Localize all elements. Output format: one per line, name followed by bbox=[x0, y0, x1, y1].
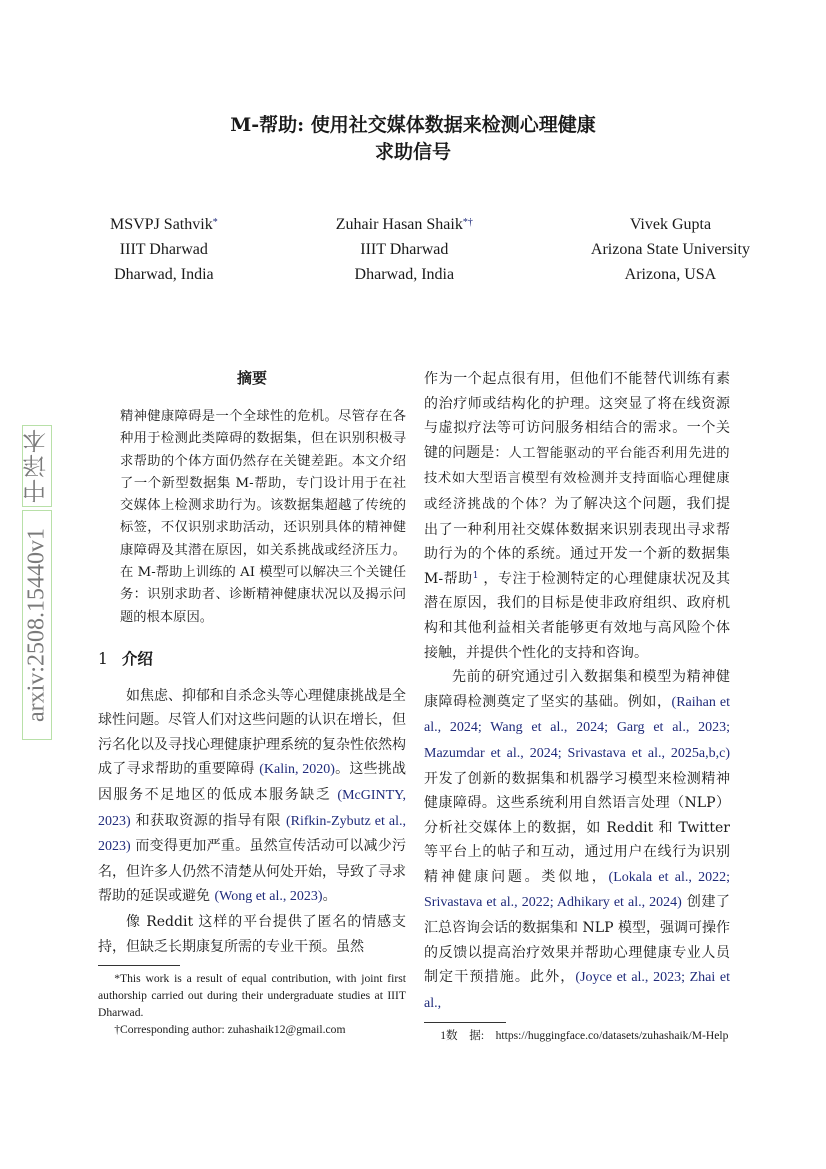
intro-paragraph-3 bbox=[424, 665, 730, 1016]
section-heading bbox=[98, 647, 406, 672]
author-mark[interactable]: * bbox=[212, 217, 218, 228]
footnote-divider bbox=[424, 1022, 506, 1023]
text-run: 。这些挑战因服务不足地区的低成本服务缺乏 bbox=[98, 761, 407, 803]
author-affiliation: Arizona State University bbox=[590, 241, 750, 258]
footnote-corresponding-author: †Corresponding author: zuhashaik12@gmail.com bbox=[114, 1023, 346, 1037]
author-affiliation: IIIT Dharwad bbox=[360, 241, 449, 258]
intro-paragraph-1 bbox=[98, 684, 406, 910]
footnote-dataset-url[interactable]: 1数 据: https://huggingface.co/datasets/zuhashaik/M-Help bbox=[440, 1029, 729, 1043]
author-affiliation: IIIT Dharwad bbox=[119, 241, 208, 258]
section-number: 1 bbox=[98, 649, 108, 668]
author-block bbox=[110, 212, 750, 287]
text-run: 为了解决这个问题，我们提出了一种利用社交媒体数据来识别表现出寻求帮助行为的个体的系统。通过开发一个新的数据集 M-帮助 bbox=[424, 495, 731, 587]
footnotes-left bbox=[98, 970, 406, 1038]
citation-link[interactable]: (McGINTY, 2023) bbox=[98, 787, 406, 829]
author-location: Dharwad, India bbox=[114, 266, 214, 283]
intro-paragraph-2-start: 像 Reddit 这样的平台提供了匿名的情感支持，但缺乏长期康复所需的专业干预。虽然 bbox=[98, 913, 406, 955]
author-1 bbox=[110, 212, 218, 287]
author-3 bbox=[591, 212, 750, 287]
author-name: MSVPJ Sathvik bbox=[110, 216, 213, 233]
author-mark[interactable]: *† bbox=[462, 217, 473, 228]
paper-title bbox=[0, 112, 826, 166]
abstract-text: 精神健康障碍是一个全球性的危机。尽管存在各种用于检测此类障碍的数据集，但在识别积极寻求帮助的个体方面仍然存在关键差距。本文介绍了一个新型数据集 M-帮助，专门设计用于在社交媒体上检测求助行为。该数据集超越了传统的标签，不仅识别求助活动，还识别具体的精神健康障碍及其潜在原因，如关系挑战或经济压力。在 M-帮助上训练的 AI 模型可以解决三个关键任务：识别求助者、诊断精神健康状况以及揭示问题的根本原因。 bbox=[120, 409, 406, 625]
arxiv-id-watermark[interactable]: arxiv:2508.15440v1 bbox=[22, 510, 52, 740]
footnote-equal-contribution: *This work is a result of equal contribution, with joint first authorship carried out during their undergraduate studies at IIIT Dharwad. bbox=[98, 972, 406, 1020]
author-location: Arizona, USA bbox=[624, 266, 717, 283]
translation-watermark: 中译本 bbox=[22, 425, 52, 507]
text-run: 开发了创新的数据集和机器学习模型来检测精神健康障碍。这些系统利用自然语言处理（NLP）分析社交媒体上的数据，如 Reddit 和 Twitter 等平台上的帖子和互动，通过用户在线行为识别精神健康问题。类似地， bbox=[424, 770, 730, 885]
citation-link[interactable]: (Wong et al., 2023) bbox=[214, 889, 323, 905]
footnote-divider bbox=[98, 965, 180, 966]
author-name: Vivek Gupta bbox=[629, 216, 712, 233]
abstract-heading: 摘要 bbox=[236, 369, 267, 387]
text-run: 而变得更加严重。虽然宣传活动可以减少污名，但许多人仍然不清楚从何处开始，导致了寻求帮助的延误或避免 bbox=[98, 838, 406, 905]
author-location: Dharwad, India bbox=[354, 266, 455, 283]
citation-link[interactable]: (Raihan et al., 2024; Wang et al., 2024; Garg et al., 2023; Mazumdar et al., 2024; Srivastava et al., 2025a,b,c) bbox=[424, 694, 731, 761]
text-run: 先前的研究通过引入数据集和模型为精神健康障碍检测奠定了坚实的基础。例如， bbox=[424, 669, 730, 710]
right-column bbox=[424, 367, 730, 1044]
intro-paragraph-2-continued bbox=[424, 367, 730, 665]
text-run: 和获取资源的指导有限 bbox=[130, 812, 286, 829]
author-2 bbox=[336, 212, 473, 287]
citation-link[interactable]: (Lokala et al., 2022; Srivastava et al., 2022; Adhikary et al., 2024) bbox=[424, 869, 731, 911]
research-question: 人工智能驱动的平台能否利用先进的技术如大型语言模型有效检测并支持面临心理健康或经济挑战的个体？ bbox=[424, 445, 731, 512]
citation-link[interactable]: (Kalin, 2020) bbox=[259, 762, 335, 778]
text-run: 如焦虑、抑郁和自杀念头等心理健康挑战是全球性问题。尽管人们对这些问题的认识在增长，但污名化以及寻找心理健康护理系统的复杂性依然构成了寻求帮助的重要障碍 bbox=[98, 687, 406, 778]
text-run: 。 bbox=[322, 888, 337, 905]
footnotes-right bbox=[424, 1027, 730, 1044]
footnote-ref-1[interactable]: 1 bbox=[472, 570, 479, 581]
text-run: 作为一个起点很有用，但他们不能替代训练有素的治疗师或结构化的护理。这突显了将在线资源与虚拟疗法等可访问服务相结合的需求。一个关键的问题是： bbox=[424, 371, 730, 461]
text-run: 创建了汇总咨询会话的数据集和 NLP 模型，强调可操作的反馈以提高治疗效果并帮助心理健康专业人员制定干预措施。此外， bbox=[424, 894, 731, 986]
left-column bbox=[98, 366, 406, 1038]
citation-link[interactable]: (Rifkin-Zybutz et al., 2023) bbox=[98, 813, 406, 855]
title-line-1: M-帮助: 使用社交媒体数据来检测心理健康 bbox=[230, 114, 596, 136]
title-line-2: 求助信号 bbox=[374, 141, 451, 163]
section-title: 介绍 bbox=[121, 648, 153, 668]
citation-link[interactable]: (Joyce et al., 2023; Zhai et al., bbox=[424, 970, 730, 1011]
author-name: Zuhair Hasan Shaik bbox=[335, 216, 463, 233]
text-run: ，专注于检测特定的心理健康状况及其潜在原因，我们的目标是使非政府组织、政府机构和其他利益相关者能够更有效地与高风险个体接触，并提供个性化的支持和咨询。 bbox=[424, 570, 730, 661]
